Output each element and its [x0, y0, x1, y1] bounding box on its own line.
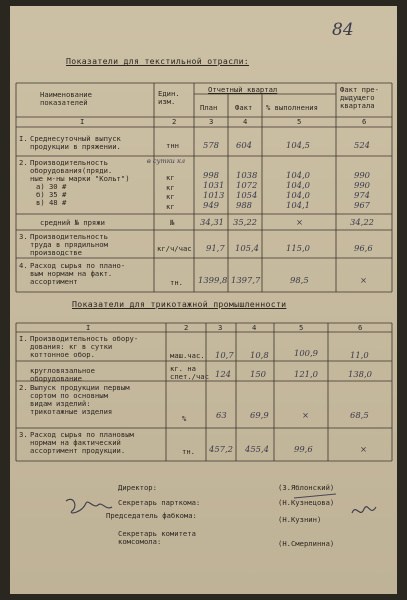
t2-row1-name: Производительность обору- дования: кг в сутки коттонное обор. — [30, 334, 139, 359]
t1-row4-fact: 105,4 — [235, 243, 259, 253]
t1-row1-name: Среднесуточный выпуск продукции в пряжении. — [30, 134, 121, 151]
t2-colnum-6: 6 — [358, 323, 363, 332]
header-prev: Факт пре- дыдущего квартала — [340, 85, 379, 110]
t2-row2-fact: 150 — [250, 369, 266, 379]
t2-row4-prev: × — [360, 444, 368, 454]
party-name: (Н.Кузнецова) — [278, 498, 335, 507]
union-name: (Н.Кузнин) — [278, 515, 322, 524]
t1-row1-pct: 104,5 — [286, 140, 310, 150]
t1-row1-num: I. — [19, 134, 28, 143]
t2-row2-pct: 121,0 — [294, 369, 318, 379]
t1-row5-plan: 1399,8 — [198, 275, 228, 285]
t1-row4-name: Производительность труда в прядильном производстве — [30, 232, 108, 257]
t2-colnum-4: 4 — [252, 323, 257, 332]
t2-row2-plan: 124 — [215, 369, 231, 379]
t2-row3-fact: 69,9 — [250, 410, 269, 420]
header-fact: Факт — [235, 103, 253, 112]
komsomol-name: (Н.Смерлинна) — [278, 539, 335, 548]
t2-row3-num: 2. — [19, 383, 28, 392]
t2-row4-unit: тн. — [182, 447, 195, 456]
t1-row5-name: Расход сырья по плано- вым нормам на факт. ассортимент — [30, 261, 126, 286]
director-name: (З.Яблонский) — [278, 483, 335, 492]
section2-title: Показатели для трикотажной промышленности — [72, 299, 287, 309]
colnum-2: 2 — [172, 117, 177, 126]
t1-row2-units: кг кг кг кг — [166, 173, 175, 211]
header-percent: % выполнения — [266, 103, 318, 112]
t1-row3-unit: № — [170, 218, 175, 227]
t1-row2-prev: 990 990 974 967 — [354, 170, 370, 210]
t1-row1-prev: 524 — [354, 140, 370, 150]
party-label: Секретарь парткома: — [118, 498, 201, 507]
t1-row2-num: 2. — [19, 158, 28, 167]
t2-row1-unit: маш.час. — [170, 351, 205, 360]
colnum-6: 6 — [362, 117, 367, 126]
signature-right — [350, 499, 380, 521]
t2-row1-prev: 11,0 — [350, 350, 369, 360]
t1-row4-unit: кг/ч/час — [157, 244, 192, 253]
t2-colnum-2: 2 — [184, 323, 189, 332]
colnum-4: 4 — [243, 117, 248, 126]
page-number: 84 — [332, 20, 354, 40]
header-period: Отчетный квартал — [208, 85, 278, 94]
t1-row4-num: 3. — [19, 232, 28, 241]
t1-row3-fact: 35,22 — [233, 217, 257, 227]
section1-title: Показатели для текстильной отрасли: — [66, 56, 250, 66]
t1-row5-fact: 1397,7 — [231, 275, 261, 285]
t1-row1-unit: тнн — [166, 141, 179, 150]
t2-colnum-1: I — [86, 323, 91, 332]
t2-row4-fact: 455,4 — [245, 444, 269, 454]
t2-colnum-5: 5 — [299, 323, 304, 332]
komsomol-label: Секретарь комитета комсомола: — [118, 529, 196, 546]
t2-row2-unit: кг. на спет./час — [170, 364, 209, 381]
t1-row2-handnote: в сутки кл — [147, 157, 186, 165]
t2-row3-plan: 63 — [216, 410, 227, 420]
t1-row1-fact: 604 — [236, 140, 252, 150]
t2-row4-pct: 99,6 — [294, 444, 313, 454]
t2-row1-num: I. — [19, 334, 28, 343]
t2-row1-fact: 10,8 — [250, 350, 269, 360]
t2-row4-name: Расход сырья по плановым нормам на фактический ассортимент продукции. — [30, 430, 134, 455]
t1-row2-plan: 998 1031 1013 949 — [203, 170, 225, 210]
t1-row4-pct: 115,0 — [286, 243, 310, 253]
t1-row3-name: средний № пряжи — [40, 218, 105, 227]
t1-row2-name: Производительность оборудования(пряди. ные м-ны марки "Кольт") а) 30 # б) 35 # в) 48 # — [30, 158, 130, 207]
header-unit: Един. изм. — [158, 89, 180, 106]
t1-row3-pct: × — [296, 217, 304, 227]
union-label: Председатель фабкома: — [106, 511, 197, 520]
t1-row5-prev: × — [360, 275, 368, 285]
signature-left — [64, 493, 114, 519]
t2-row3-name: Выпуск продукции первым сортом по основным видам изделий: трикотажные изделия — [30, 383, 130, 416]
t2-row3-prev: 68,5 — [350, 410, 369, 420]
t1-row4-prev: 96,6 — [354, 243, 373, 253]
t1-row3-prev: 34,22 — [350, 217, 374, 227]
colnum-3: 3 — [209, 117, 214, 126]
t2-colnum-3: 3 — [218, 323, 223, 332]
t2-row2-prev: 138,0 — [348, 369, 372, 379]
t2-row4-num: 3. — [19, 430, 28, 439]
header-name: Наименование показателей — [40, 90, 92, 107]
director-label: Директор: — [118, 483, 157, 492]
document-sheet — [10, 6, 397, 594]
t2-row3-unit: % — [182, 414, 187, 423]
t2-row1-pct: 100,9 — [294, 348, 318, 358]
colnum-5: 5 — [297, 117, 302, 126]
t1-row2-fact: 1038 1072 1054 988 — [236, 170, 258, 210]
t1-row5-num: 4. — [19, 261, 28, 270]
header-plan: План — [200, 103, 218, 112]
t1-row5-pct: 98,5 — [290, 275, 309, 285]
t2-row4-plan: 457,2 — [209, 444, 233, 454]
t1-row5-unit: тн. — [170, 278, 183, 287]
t2-row2-name: кругловязальное оборудование — [30, 366, 95, 383]
t1-row1-plan: 578 — [203, 140, 219, 150]
t1-row3-plan: 34,31 — [200, 217, 224, 227]
t1-row4-plan: 91,7 — [206, 243, 225, 253]
t2-row1-plan: 10,7 — [215, 350, 234, 360]
colnum-1: I — [80, 117, 85, 126]
t2-row3-pct: × — [302, 410, 310, 420]
t1-row2-pct: 104,0 104,0 104,0 104,1 — [286, 170, 310, 210]
